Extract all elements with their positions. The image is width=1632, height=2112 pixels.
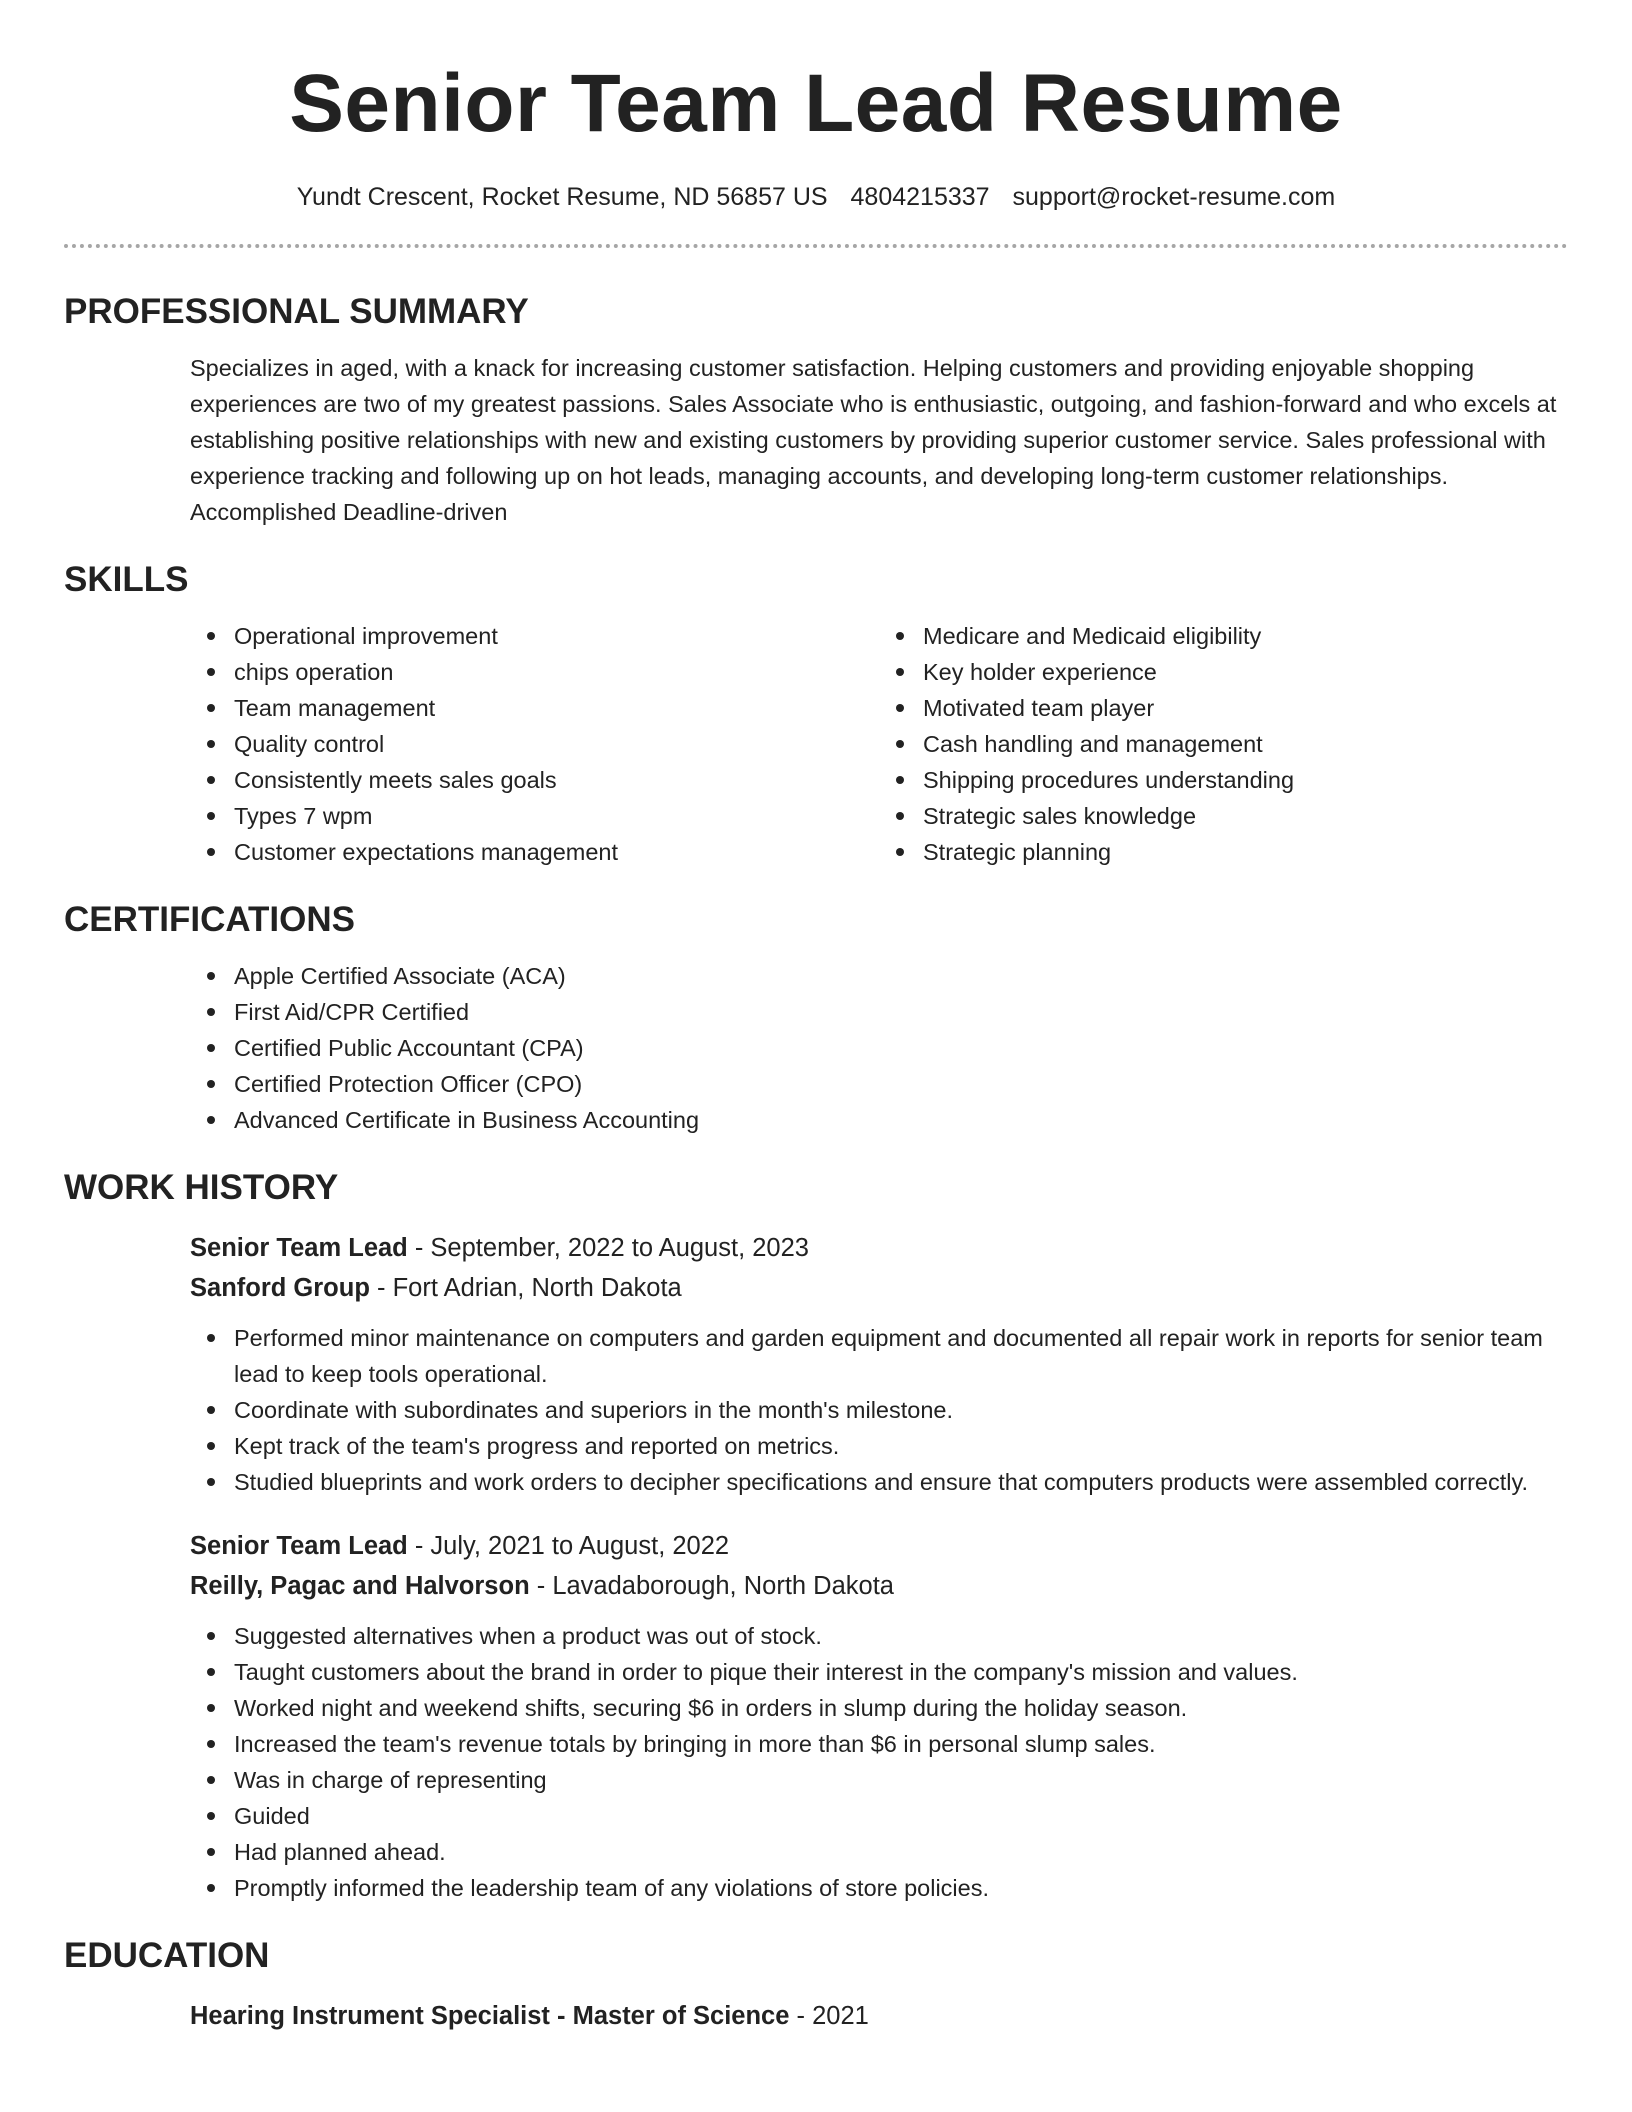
header-divider [64,244,1568,248]
contact-phone: 4804215337 [850,183,990,211]
job-bullet: Performed minor maintenance on computers and garden equipment and documented all repair work in reports for senior team lead to keep tools operational. [234,1320,1568,1392]
skills-grid [190,618,1568,870]
job-company: Reilly, Pagac and Halvorson [190,1572,530,1600]
job-bullet: Promptly informed the leadership team of any violations of store policies. [234,1870,1568,1906]
job-bullet: Was in charge of representing [234,1762,1568,1798]
summary-heading: PROFESSIONAL SUMMARY [64,292,529,331]
job-entry [190,1526,1568,1906]
skill-item: Medicare and Medicaid eligibility [923,618,1568,654]
certification-item: Certified Public Accountant (CPA) [234,1030,1568,1066]
skill-item: Strategic planning [923,834,1568,870]
certification-item: Apple Certified Associate (ACA) [234,958,1568,994]
work-history-section [190,1228,1568,1906]
skill-item: Shipping procedures understanding [923,762,1568,798]
job-bullet: Kept track of the team's progress and reported on metrics. [234,1428,1568,1464]
job-bullets [190,1320,1568,1500]
summary-text: Specializes in aged, with a knack for increasing customer satisfaction. Helping customers and providing enjoyable shopping experiences are two of my greatest passions. Sales Associate who is enthusiastic, outgoing, and fashion-forward and who excels at establishing positive relationships with new and existing customers by providing superior customer service. Sales professional with experience tracking and following up on hot leads, managing accounts, and developing long-term customer relationships. Accomplished Deadline-driven [190,355,1557,525]
certifications-section [190,958,1568,1138]
certification-item: Certified Protection Officer (CPO) [234,1066,1568,1102]
certifications-heading: CERTIFICATIONS [64,900,356,939]
skill-item: Strategic sales knowledge [923,798,1568,834]
skill-item: Team management [234,690,879,726]
job-company-line [190,1268,1568,1308]
summary-section [190,350,1568,530]
contact-address: Yundt Crescent, Rocket Resume, ND 56857 US [296,183,828,211]
job-bullet: Studied blueprints and work orders to decipher specifications and ensure that computers products were assembled correctly. [234,1464,1568,1500]
skill-item: Consistently meets sales goals [234,762,879,798]
skill-item: Types 7 wpm [234,798,879,834]
certifications-list [190,958,1568,1138]
skills-list-left [190,618,879,870]
job-bullet: Coordinate with subordinates and superiors in the month's milestone. [234,1392,1568,1428]
skill-item: Key holder experience [923,654,1568,690]
certification-item: Advanced Certificate in Business Accounting [234,1102,1568,1138]
education-heading: EDUCATION [64,1936,270,1975]
contact-email: support@rocket-resume.com [1012,183,1336,211]
job-dates: - September, 2022 to August, 2023 [407,1234,809,1262]
skill-item: Motivated team player [923,690,1568,726]
job-title: Senior Team Lead [190,1532,408,1560]
job-company-line [190,1566,1568,1606]
job-bullet: Taught customers about the brand in order to pique their interest in the company's mission and values. [234,1654,1568,1690]
skill-item: Quality control [234,726,879,762]
skills-list-right [879,618,1568,870]
certification-item: First Aid/CPR Certified [234,994,1568,1030]
skill-item: Cash handling and management [923,726,1568,762]
skill-item: Operational improvement [234,618,879,654]
work-history-heading: WORK HISTORY [64,1168,339,1207]
job-bullet: Guided [234,1798,1568,1834]
job-company: Sanford Group [190,1274,370,1302]
job-bullet: Increased the team's revenue totals by bringing in more than $6 in personal slump sales. [234,1726,1568,1762]
resume-page [64,0,1568,2036]
skill-item: chips operation [234,654,879,690]
education-degree: Hearing Instrument Specialist - Master of Science [190,2002,790,2030]
education-year: - 2021 [789,2002,869,2030]
job-title: Senior Team Lead [190,1234,408,1262]
education-section [190,1996,1568,2036]
job-bullets [190,1618,1568,1906]
job-entry [190,1228,1568,1500]
job-bullet: Had planned ahead. [234,1834,1568,1870]
skills-section [190,618,1568,870]
education-entry [190,1996,1568,2036]
job-title-line [190,1228,1568,1268]
contact-line [64,180,1568,214]
skills-heading: SKILLS [64,560,189,599]
job-location: - Lavadaborough, North Dakota [529,1572,894,1600]
resume-title: Senior Team Lead Resume [289,58,1343,149]
job-title-line [190,1526,1568,1566]
job-location: - Fort Adrian, North Dakota [369,1274,682,1302]
job-dates: - July, 2021 to August, 2022 [407,1532,730,1560]
skill-item: Customer expectations management [234,834,879,870]
job-bullet: Worked night and weekend shifts, securing $6 in orders in slump during the holiday season. [234,1690,1568,1726]
job-bullet: Suggested alternatives when a product was out of stock. [234,1618,1568,1654]
